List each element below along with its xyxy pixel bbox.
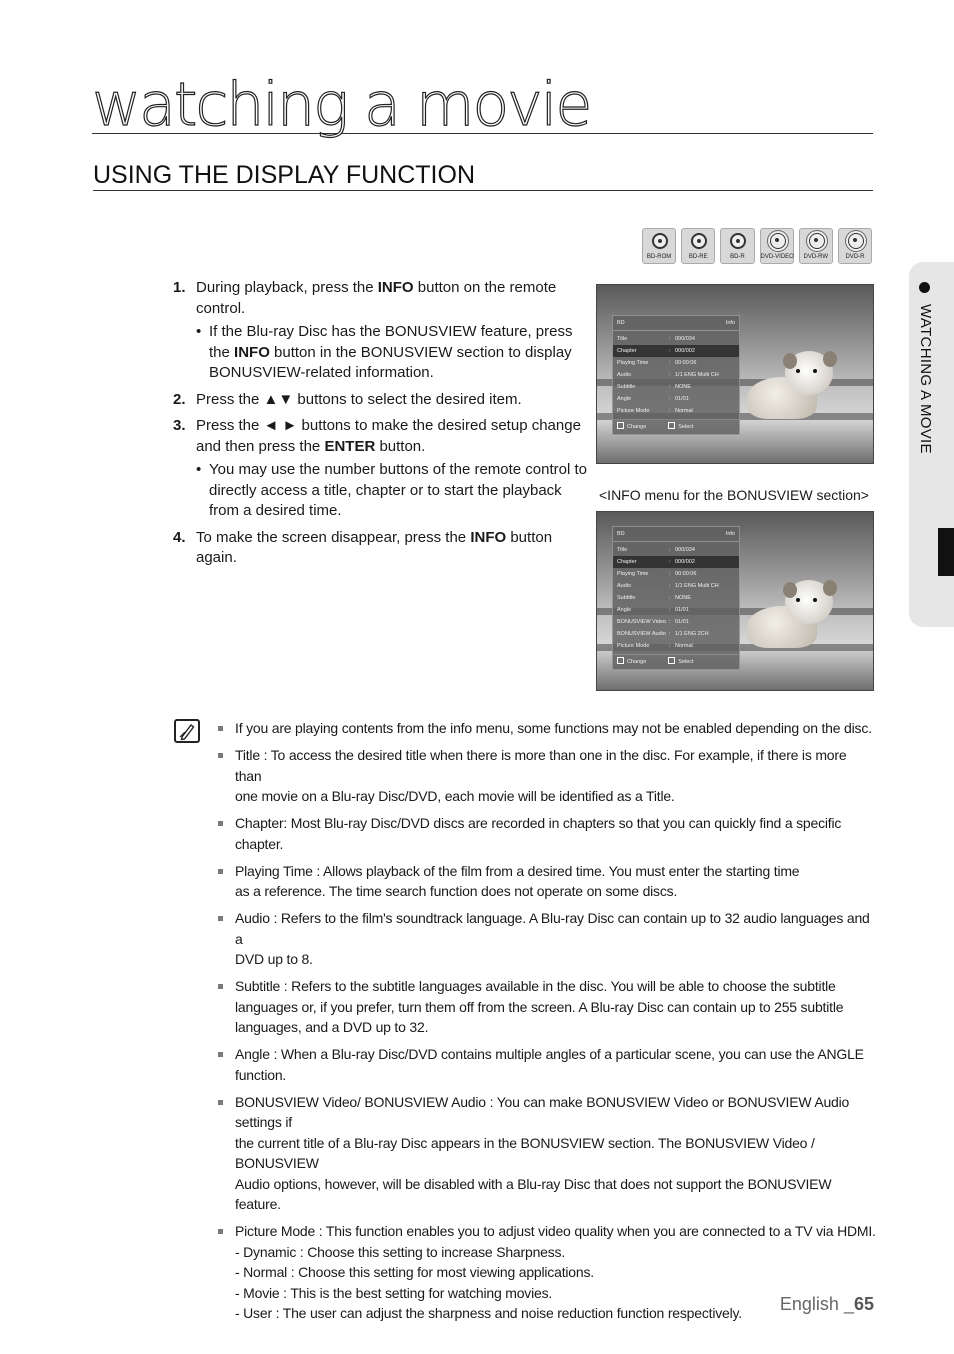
dvd-video-disc-icon	[760, 228, 794, 264]
info-osd-panel	[612, 315, 740, 435]
side-tab-label: WATCHING A MOVIE	[917, 304, 934, 454]
dvd-rw-disc-icon	[799, 228, 833, 264]
section-title: USING THE DISPLAY FUNCTION	[93, 160, 873, 191]
bullet-text: button in the BONUSVIEW section to display BONUSVIEW-related information.	[209, 343, 572, 381]
osd-row: Title : 000/034	[617, 547, 695, 553]
enter-key-icon	[668, 657, 675, 664]
osd-row: Audio : 1/1 ENG Multi CH	[617, 372, 719, 378]
bonusview-info-screenshot	[596, 511, 874, 691]
bullet-dot: •	[196, 461, 202, 478]
note-item: Angle : When a Blu-ray Disc/DVD contains multiple angles of a particular scene, you can use the ANGLE function.	[216, 1044, 876, 1085]
disc-label: DVD-RW	[803, 254, 829, 260]
page-footer	[700, 1294, 874, 1315]
steps-list	[173, 278, 588, 575]
osd-row: Playing Time : 00:00:06	[617, 360, 697, 366]
note-item: Title : To access the desired title when there is more than one in the disc. For example, if there is more than one movie on a Blu-ray Disc/DVD, each movie will be identified as a Title.	[216, 745, 876, 807]
step-1	[173, 278, 588, 384]
step-number: 4.	[173, 528, 186, 546]
chapter-side-tab	[909, 262, 954, 627]
osd-change-hint: Change	[617, 655, 646, 669]
osd-disc-type: BD	[617, 531, 625, 537]
screenshot-caption: <INFO menu for the BONUSVIEW section>	[599, 487, 869, 503]
disc-label: BD-RE	[688, 254, 708, 260]
note-pencil-icon	[174, 719, 200, 743]
step-number: 3.	[173, 417, 186, 434]
step-text: During playback, press the	[196, 279, 378, 296]
step-number: 2.	[173, 390, 186, 408]
note-item: Chapter: Most Blu-ray Disc/DVD discs are recorded in chapters so that you can quickly find a specific chapter.	[216, 813, 876, 854]
osd-disc-type: BD	[617, 320, 625, 326]
key-name: INFO	[234, 343, 270, 361]
info-menu-screenshot	[596, 284, 874, 464]
osd-row: Playing Time : 00:00:06	[617, 571, 697, 577]
disc-label: BD-R	[730, 254, 745, 260]
osd-row: BONUSVIEW Audio : 1/1 ENG 2CH	[617, 631, 709, 637]
disc-label: BD-ROM	[646, 254, 672, 260]
step-4	[173, 528, 588, 569]
note-item: Subtitle : Refers to the subtitle languages available in the disc. You will be able to choose the subtitle languages or, if you prefer, turn them off from the screen. A Blu-ray Disc can contain up to 255 subtitle languages, and a DVD up to 32.	[216, 976, 876, 1038]
bd-re-disc-icon	[681, 228, 715, 264]
note-item: Audio : Refers to the film's soundtrack language. A Blu-ray Disc can contain up to 32 audio languages and a DVD up to 8.	[216, 908, 876, 970]
osd-select-hint: Select	[668, 655, 693, 669]
osd-row: Title : 000/034	[617, 336, 695, 342]
osd-row: Picture Mode : Normal	[617, 643, 693, 649]
disc-compatibility-icons	[642, 228, 872, 264]
bullet-text: You may use the number buttons of the remote control to directly access a title, chapter or to start the playback from a desired time.	[209, 461, 588, 519]
osd-title: Info	[725, 320, 735, 326]
osd-row: Subtitle : NONE	[617, 595, 691, 601]
tab-marker	[938, 528, 954, 576]
step-text: button.	[375, 437, 426, 455]
lr-key-icon	[617, 657, 624, 664]
info-osd-panel	[612, 526, 740, 670]
osd-row: Picture Mode : Normal	[617, 408, 693, 414]
step-text: Press the ◄ ► buttons to make the desired setup change and then press the	[196, 417, 581, 455]
step-3	[173, 416, 588, 522]
dvd-r-disc-icon	[838, 228, 872, 264]
osd-row-selected: Chapter : 000/002	[613, 556, 739, 568]
notes-list	[216, 718, 876, 1330]
chapter-title: watching a movie	[92, 78, 873, 134]
bd-r-disc-icon	[720, 228, 754, 264]
key-name: INFO	[377, 279, 414, 296]
step-bullet	[196, 460, 588, 522]
note-item: Playing Time : Allows playback of the film from a desired time. You must enter the starting time as a reference. The time search function does not operate on some discs.	[216, 861, 876, 902]
osd-row: Angle : 01/01	[617, 607, 689, 613]
osd-row-selected: Chapter : 000/002	[613, 345, 739, 357]
footer-language: English _	[779, 1294, 854, 1314]
step-2	[173, 390, 588, 411]
step-text: Press the ▲▼ buttons to select the desired item.	[196, 390, 522, 408]
disc-label: DVD-VIDEO	[760, 254, 794, 260]
step-number: 1.	[173, 279, 186, 296]
osd-row: Subtitle : NONE	[617, 384, 691, 390]
osd-row: Angle : 01/01	[617, 396, 689, 402]
page-number: 65	[853, 1294, 874, 1314]
osd-title: Info	[725, 531, 735, 537]
note-item: Picture Mode : This function enables you to adjust video quality when you are connected to a TV via HDMI. - Dynamic : Choose this setting to increase Sharpness. - Normal : Choose this setting for most viewing applications. - Movie : This is the best setting for watching movies. - User : The user can adjust the sharpness and noise reduction function respectively.	[216, 1221, 876, 1324]
step-bullet	[196, 322, 588, 384]
bullet-icon	[919, 282, 930, 293]
step-text: button again.	[196, 528, 553, 566]
note-item: If you are playing contents from the info menu, some functions may not be enabled depending on the disc.	[216, 718, 876, 739]
lr-key-icon	[617, 422, 624, 429]
key-name: INFO	[470, 528, 507, 546]
key-name: ENTER	[324, 437, 376, 455]
osd-select-hint: Select	[668, 420, 693, 434]
note-item: BONUSVIEW Video/ BONUSVIEW Audio : You can make BONUSVIEW Video or BONUSVIEW Audio settings if the current title of a Blu-ray Disc appears in the BONUSVIEW section. The BONUSVIEW Video / BONUSVIEW Audio options, however, will be disabled with a Blu-ray Disc that does not support the BONUSVIEW feature.	[216, 1092, 876, 1215]
enter-key-icon	[668, 422, 675, 429]
disc-label: DVD-R	[845, 254, 865, 260]
osd-change-hint: Change	[617, 420, 646, 434]
osd-row: BONUSVIEW Video : 01/01	[617, 619, 689, 625]
osd-row: Audio : 1/1 ENG Multi CH	[617, 583, 719, 589]
step-text: To make the screen disappear, press the	[196, 528, 471, 546]
bullet-dot: •	[196, 323, 202, 340]
bd-rom-disc-icon	[642, 228, 676, 264]
bullet-text: If the Blu-ray Disc has the BONUSVIEW feature, press the	[209, 323, 573, 361]
step-text: button on the remote control.	[196, 279, 557, 317]
